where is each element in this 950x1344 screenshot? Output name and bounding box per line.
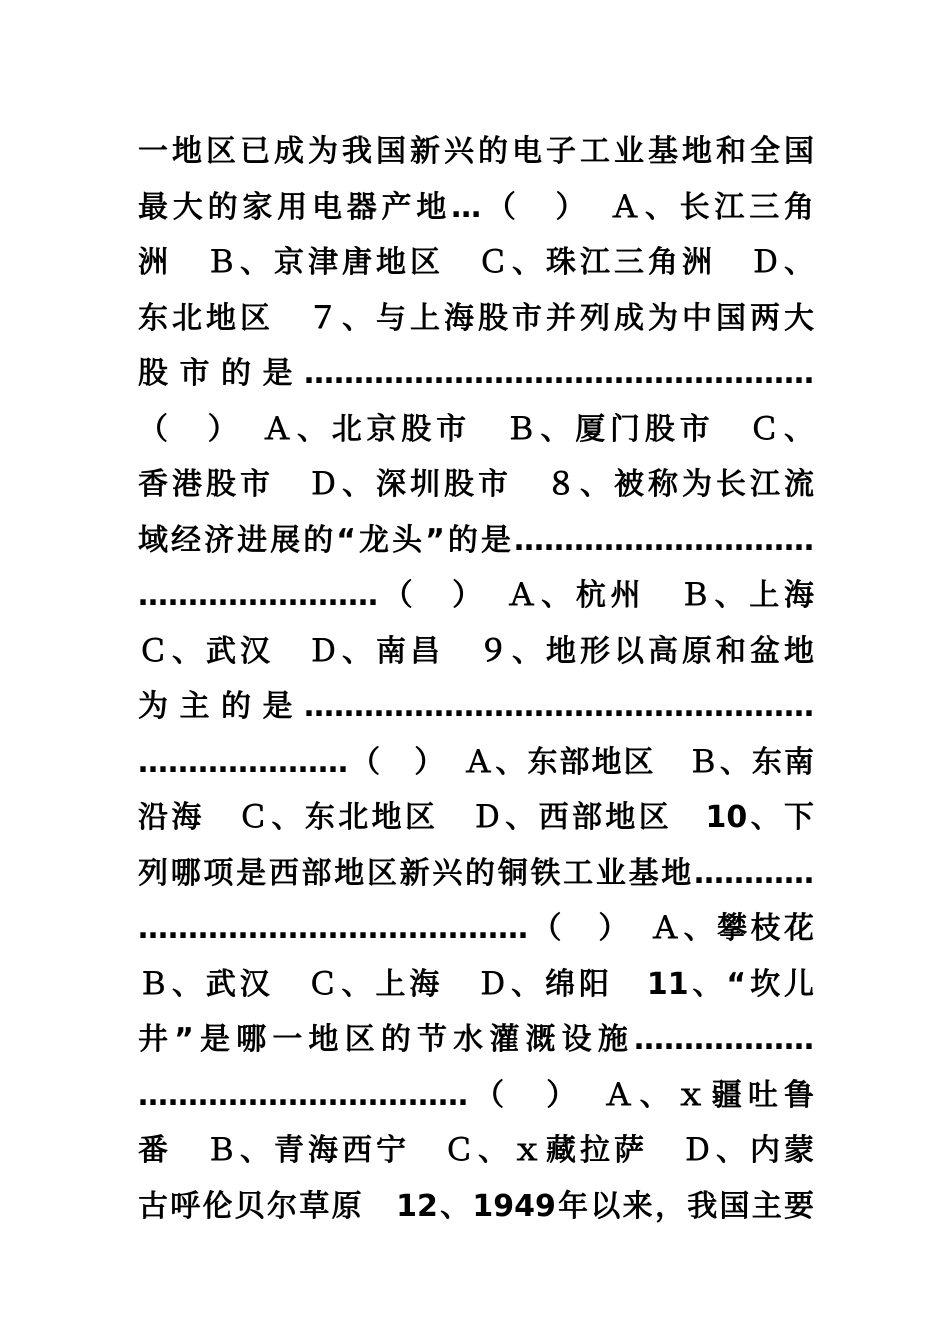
text-line: 井”是哪一地区的节水灌溉设施……………… (138, 1022, 814, 1057)
text-line: 为主的是…………………………………………… (138, 689, 814, 724)
text-line: 沿海 Ｃ、东北地区 Ｄ、西部地区 10、下 (138, 800, 814, 835)
text-line: …………………………………（ ） Ａ、攀枝花 (138, 911, 814, 946)
text-line: Ｃ、武汉 Ｄ、南昌 ９、地形以高原和盆地 (138, 633, 814, 669)
text-line: ……………………（ ） Ａ、杭州 Ｂ、上海 (138, 578, 814, 613)
text-line: 东北地区 ７、与上海股市并列成为中国两大 (138, 300, 814, 336)
text-line: Ｂ、武汉 Ｃ、上海 Ｄ、绵阳 11、“坎儿 (138, 966, 814, 1002)
text-line: …………………（ ） Ａ、东部地区 Ｂ、东南 (138, 744, 814, 780)
text-line: 一地区已成为我国新兴的电子工业基地和全国 (138, 134, 814, 169)
text-line: ……………………………（ ） Ａ、ｘ疆吐鲁 (138, 1077, 814, 1113)
body-text (138, 124, 814, 1234)
text-line: 香港股市 Ｄ、深圳股市 ８、被称为长江流 (138, 467, 814, 502)
text-line: 古呼伦贝尔草原 12、1949年以来，我国主要 (138, 1188, 814, 1224)
text-line: 洲 Ｂ、京津唐地区 Ｃ、珠江三角洲 Ｄ、 (138, 245, 814, 280)
text-line: 列哪项是西部地区新兴的铜铁工业基地………… (138, 855, 814, 891)
text-line: 最大的家用电器产地…（ ） Ａ、长江三角 (138, 189, 814, 225)
text-line: （ ） Ａ、北京股市 Ｂ、厦门股市 Ｃ、 (138, 411, 814, 447)
text-line: 股市的是…………………………………………… (138, 356, 814, 391)
text-line: 番 Ｂ、青海西宁 Ｃ、ｘ藏拉萨 Ｄ、内蒙 (138, 1133, 814, 1168)
text-line: 域经济进展的“龙头”的是………………………… (138, 522, 814, 558)
